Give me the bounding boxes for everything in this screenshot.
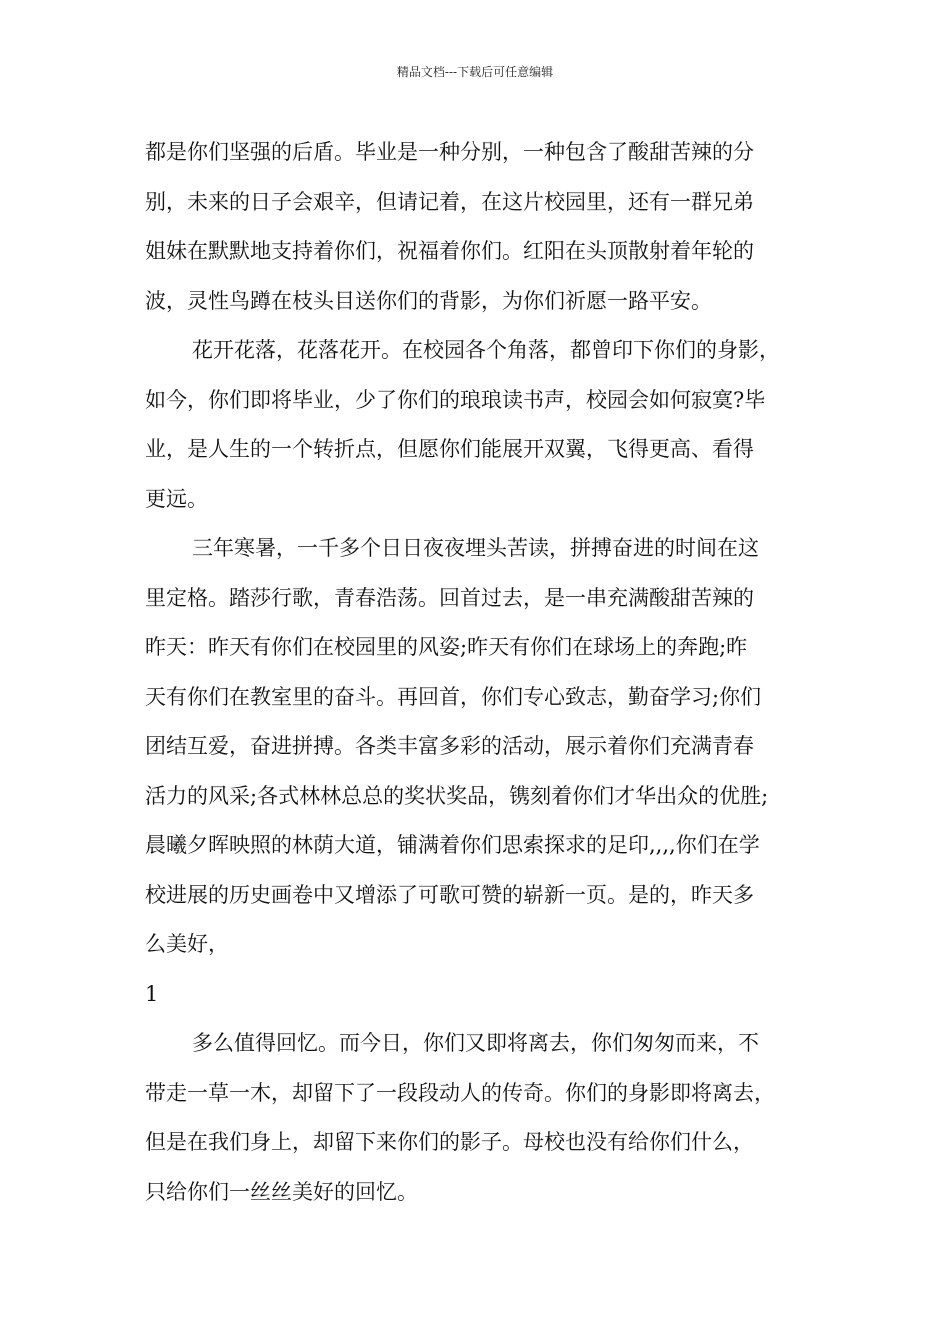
paragraph-line: 带走一草一木，却留下了一段段动人的传奇。你们的身影即将离去， — [145, 1080, 775, 1105]
paragraph-line: 团结互爱，奋进拼搏。各类丰富多彩的活动，展示着你们充满青春 — [145, 734, 754, 758]
paragraph-line: 晨曦夕晖映照的林荫大道，铺满着你们思索探求的足印,,,,你们在学 — [145, 833, 760, 857]
paragraph-line: 更远。 — [145, 486, 208, 511]
paragraph-line: 昨天：昨天有你们在校园里的风姿;昨天有你们在球场上的奔跑;昨 — [145, 635, 748, 659]
page-number: 1 — [145, 981, 159, 1006]
paragraph-line: 多么值得回忆。而今日，你们又即将离去，你们匆匆而来，不 — [192, 1031, 759, 1055]
paragraph-line: 业，是人生的一个转折点，但愿你们能展开双翼，飞得更高、看得 — [145, 437, 754, 461]
page-header: 精品文档---下载后可任意编辑 — [396, 65, 554, 79]
paragraph-line: 但是在我们身上，却留下来你们的影子。母校也没有给你们什么， — [145, 1130, 754, 1154]
paragraph-line: 么美好， — [145, 932, 229, 956]
document-body — [145, 128, 815, 1217]
paragraph-line: 校进展的历史画卷中又增添了可歌可赞的崭新一页。是的，昨天多 — [145, 882, 754, 907]
paragraph-line: 如今，你们即将毕业，少了你们的琅琅读书声，校园会如何寂寞?毕 — [145, 387, 766, 412]
paragraph-line: 别，未来的日子会艰辛，但请记着，在这片校园里，还有一群兄弟 — [145, 189, 754, 214]
paragraph-line: 天有你们在教室里的奋斗。再回首，你们专心致志，勤奋学习;你们 — [145, 684, 762, 709]
paragraph-line: 只给你们一丝丝美好的回忆。 — [145, 1179, 418, 1204]
paragraph-line: 活力的风采;各式林林总总的奖状奖品，镌刻着你们才华出众的优胜; — [145, 783, 769, 808]
paragraph-line: 花开花落，花落花开。在校园各个角落，都曾印下你们的身影， — [192, 338, 780, 362]
paragraph-line: 里定格。踏莎行歌，青春浩荡。回首过去，是一串充满酸甜苦辣的 — [145, 585, 754, 610]
paragraph-line: 都是你们坚强的后盾。毕业是一种分别，一种包含了酸甜苦辣的分 — [145, 140, 754, 164]
paragraph-line: 姐妹在默默地支持着你们，祝福着你们。红阳在头顶散射着年轮的 — [145, 239, 754, 263]
paragraph-line: 三年寒暑，一千多个日日夜夜埋头苦读，拼搏奋进的时间在这 — [192, 536, 759, 560]
paragraph-line: 波，灵性鸟蹲在枝头目送你们的背影，为你们祈愿一路平安。 — [145, 288, 712, 313]
